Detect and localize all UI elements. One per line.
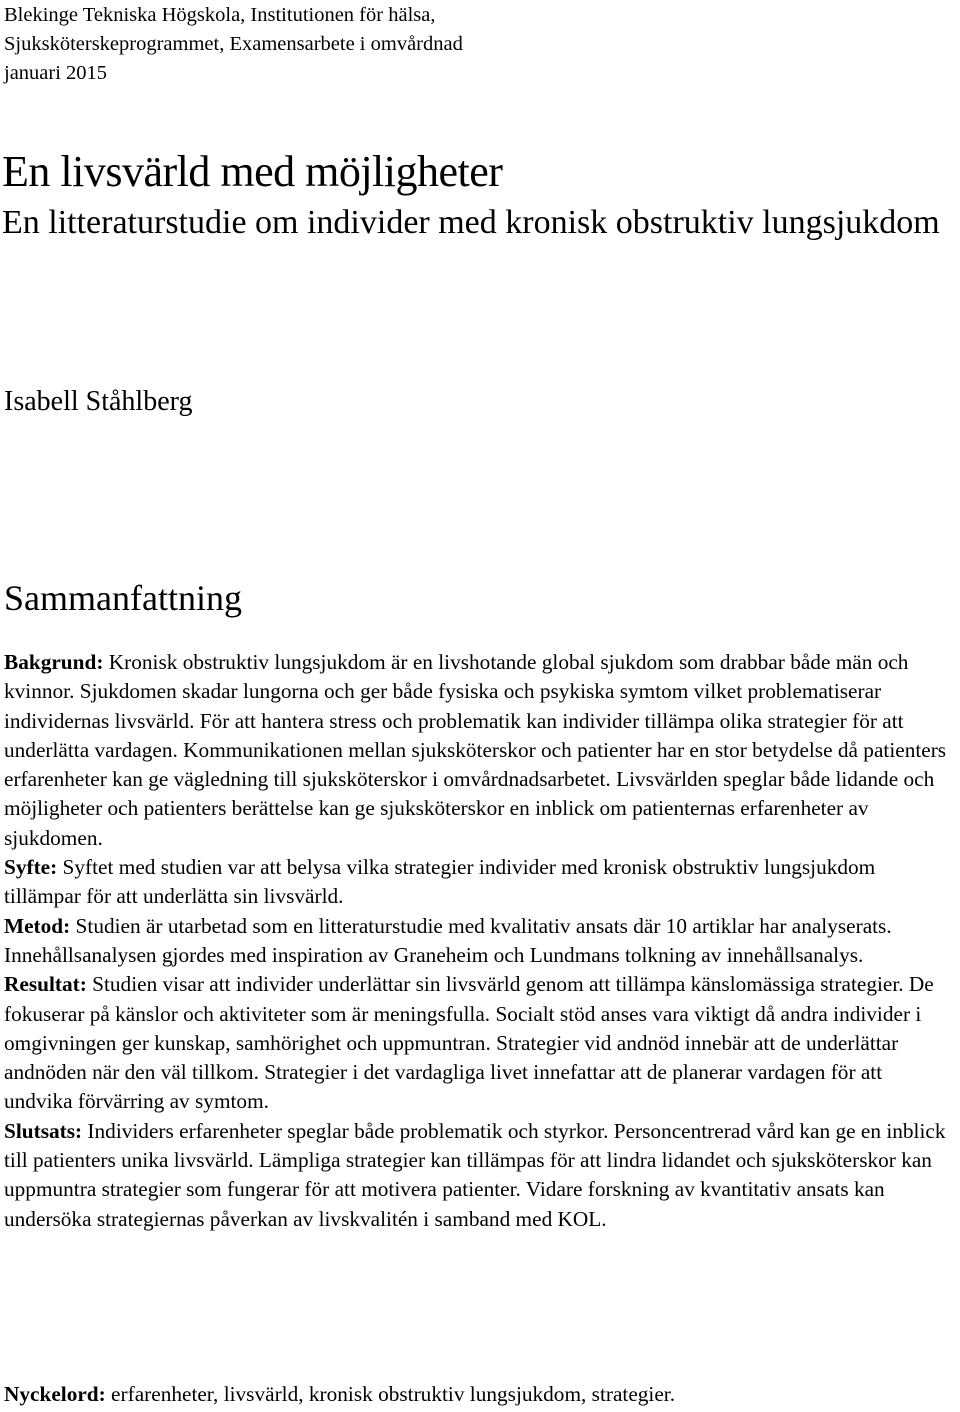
abstract-aim xyxy=(4,853,948,912)
abstract-result xyxy=(4,970,948,1116)
title-block xyxy=(2,144,952,246)
result-label: Resultat: xyxy=(4,972,87,997)
conclusion-text: Individers erfarenheter speglar både problematik och styrkor. Personcentrerad vård kan ge en inblick till patienters unika livsvärld. Lämpliga strategier kan tillämpas för att lindra lidandet och sjuksköterskor kan uppmuntra strategier som fungerar för att motivera patienter. Vidare forskning av kvantitativ ansats kan undersöka strategiernas påverkan av livskvalitén i samband med KOL. xyxy=(4,1118,946,1231)
header-line-date: januari 2015 xyxy=(4,62,108,84)
aim-label: Syfte: xyxy=(4,855,58,880)
abstract xyxy=(4,648,948,1234)
document-title: En livsvärld med möjligheter xyxy=(2,147,503,196)
keywords xyxy=(4,1380,948,1409)
method-label: Metod: xyxy=(4,913,71,938)
abstract-background xyxy=(4,648,948,853)
aim-text: Syftet med studien var att belysa vilka strategier individer med kronisk obstruktiv lungsjukdom tillämpar för att underlätta sin livsvärld. xyxy=(4,855,876,909)
result-text: Studien visar att individer underlättar sin livsvärld genom att tillämpa känslomässiga strategier. De fokuserar på känslor och aktiviteter som är meningsfulla. Socialt stöd anses vara viktigt då andra individer i omgivningen ger kunskap, samhörighet och uppmuntran. Strategier vid andnöd innebär att de underlättar andnöden när den väl tillkom. Strategier i det vardagliga livet innefattar att de planerar vardagen för att undvika förvärring av symtom. xyxy=(4,972,934,1114)
background-text: Kronisk obstruktiv lungsjukdom är en livshotande global sjukdom som drabbar både män och kvinnor. Sjukdomen skadar lungorna och ger både fysiska och psykiska symtom vilket problematiserar individernas livsvärld. För att hantera stress och problematik kan individer tillämpa olika strategier för att underlätta vardagen. Kommunikationen mellan sjuksköterskor och patienter har en stor betydelse då patienters erfarenheter kan ge vägledning till sjuksköterskor i omvårdnadsarbetet. Livsvärlden speglar både lidande och möjligheter och patienters berättelse kan ge sjuksköterskor en inblick om patienternas erfarenheter av sjukdomen. xyxy=(4,650,947,850)
background-label: Bakgrund: xyxy=(4,650,104,674)
header-line-program: Sjuksköterskeprogrammet, Examensarbete i omvårdnad xyxy=(4,33,463,55)
document-subtitle: En litteraturstudie om individer med kronisk obstruktiv lungsjukdom xyxy=(2,204,940,241)
institution-header xyxy=(4,1,944,88)
conclusion-label: Slutsats: xyxy=(4,1118,83,1143)
summary-heading: Sammanfattning xyxy=(4,578,242,618)
keywords-text: erfarenheter, livsvärld, kronisk obstruktiv lungsjukdom, strategier. xyxy=(105,1382,676,1406)
author-name: Isabell Ståhlberg xyxy=(4,386,193,417)
keywords-label: Nyckelord: xyxy=(4,1382,106,1406)
header-line-institution: Blekinge Tekniska Högskola, Institutionen för hälsa, xyxy=(4,4,436,26)
abstract-conclusion xyxy=(4,1117,948,1234)
method-text: Studien är utarbetad som en litteraturstudie med kvalitativ ansats där 10 artiklar har analyserats. Innehållsanalysen gjordes med inspiration av Graneheim och Lundmans tolkning av innehållsanalys. xyxy=(4,913,892,967)
abstract-method xyxy=(4,912,948,971)
